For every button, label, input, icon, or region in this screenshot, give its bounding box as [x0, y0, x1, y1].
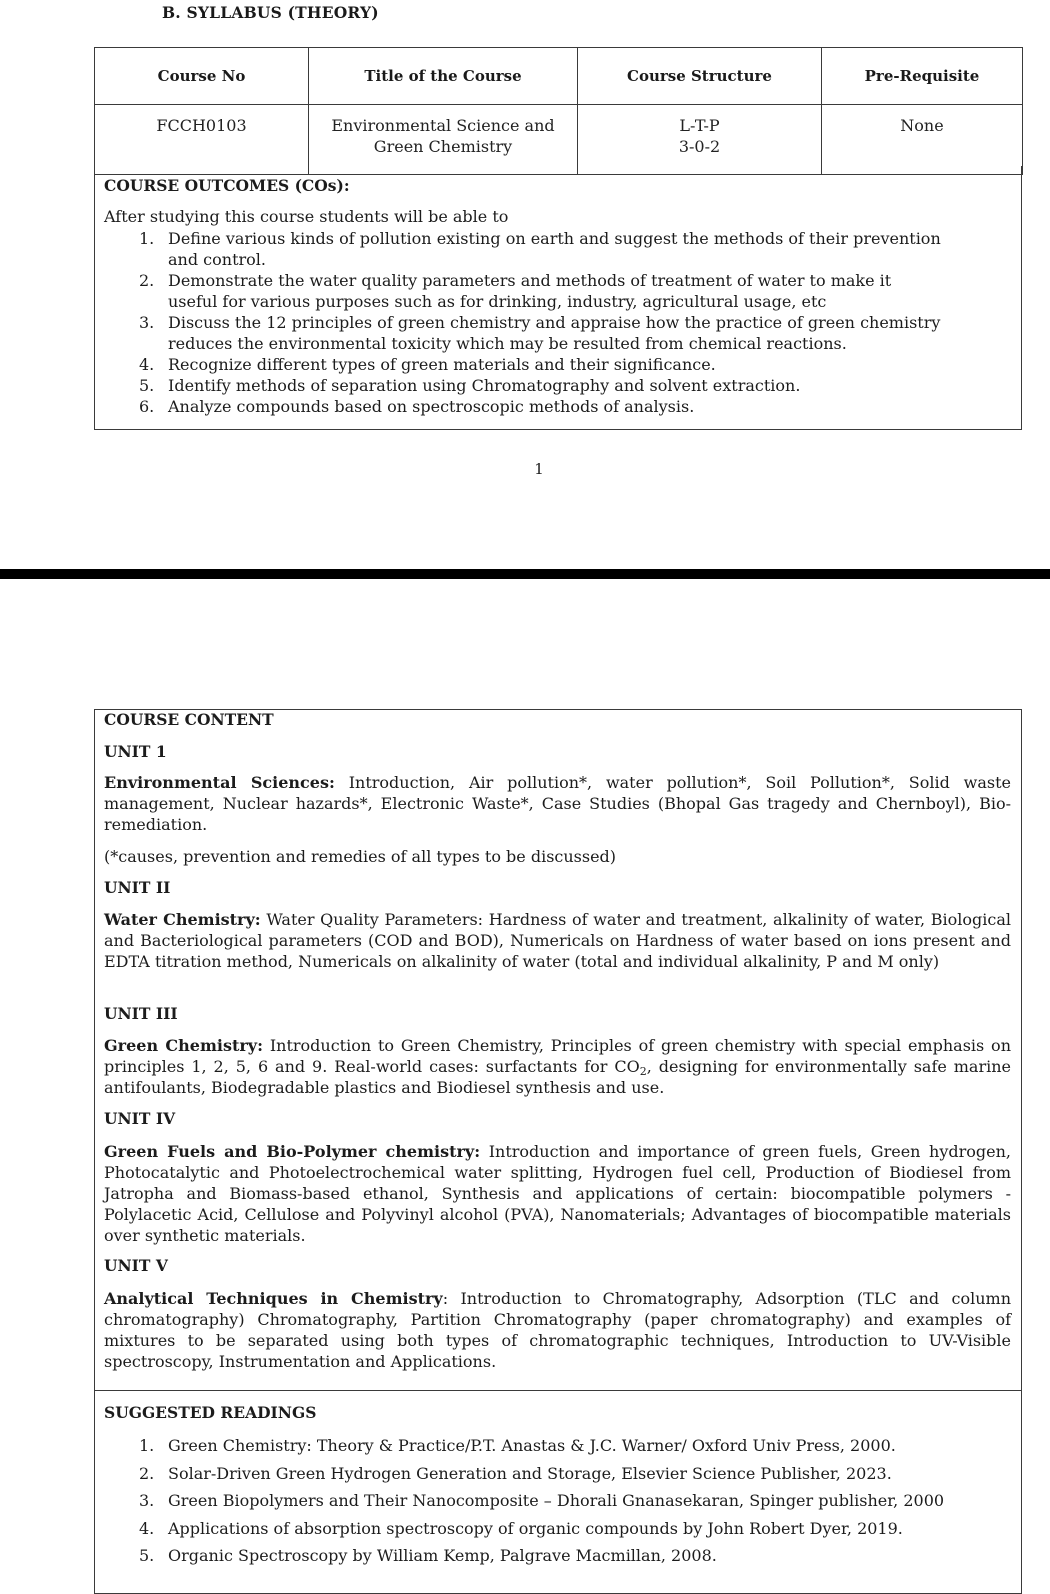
prerequisite-value: None — [900, 116, 944, 135]
unit-label: UNIT 1 — [104, 742, 167, 761]
reading-text: Green Biopolymers and Their Nanocomposite – Dhorali Gnanasekaran, Spinger publisher, 2000 — [168, 1491, 945, 1511]
outcome-text: Recognize different types of green materials and their significance. — [168, 355, 716, 374]
subscript: 2 — [639, 1065, 647, 1078]
list-number: 6. — [139, 397, 155, 416]
suggested-readings-list — [104, 1432, 1013, 1570]
suggested-readings-heading: SUGGESTED READINGS — [104, 1403, 317, 1422]
page-number: 1 — [534, 460, 544, 478]
unit-text: Water Quality Parameters: Hardness of water and treatment, alkalinity of water, Biological and Bacteriological parameters (COD and BOD), Numericals on Hardness of water based on ions present and EDTA titration method, Numericals on alkalinity of water (total and individual alkalinity, P and M only) — [104, 910, 1011, 971]
course-info-table — [94, 47, 1023, 175]
list-item — [104, 354, 1013, 375]
list-item — [104, 1432, 1013, 1460]
list-item — [104, 375, 1013, 396]
outcome-text: Discuss the 12 principles of green chemistry and appraise how the practice of green chemistry — [168, 313, 941, 332]
unit-description — [104, 909, 1011, 972]
outcome-text: Analyze compounds based on spectroscopic methods of analysis. — [168, 397, 695, 416]
unit-topic: Water Chemistry: — [104, 910, 261, 929]
unit-topic: Green Fuels and Bio-Polymer chemistry: — [104, 1142, 481, 1161]
outcome-text: Identify methods of separation using Chromatography and solvent extraction. — [168, 376, 801, 395]
course-title-line: Environmental Science and — [331, 116, 555, 135]
cell-course-title — [309, 105, 578, 175]
list-item — [104, 1515, 1013, 1543]
header-prerequisite: Pre-Requisite — [822, 48, 1023, 105]
cell-course-structure — [578, 105, 822, 175]
header-course-no: Course No — [95, 48, 309, 105]
outcome-text: and control. — [168, 250, 266, 269]
list-item — [104, 228, 1013, 270]
list-item — [104, 1487, 1013, 1515]
unit-text: Introduction and importance of green fuels, Green hydrogen, Photocatalytic and Photoelectrochemical water splitting, Hydrogen fuel cell, Production of Biodiesel from Jatropha and Biomass-based ethanol, Synthesis and applications of certain: biocompatible polymers - Polylacetic Acid, Cellulose and Polyvinyl alcohol (PVA), Nanomaterials; Advantages of biocompatible materials over synthetic materials. — [104, 1142, 1011, 1245]
unit-text: Introduction, Air pollution*, water pollution*, Soil Pollution*, Solid waste management, Nuclear hazards*, Electronic Waste*, Case Studies (Bhopal Gas tragedy and Chernboyl), Bio-remediation. — [104, 773, 1012, 834]
reading-text: Solar-Driven Green Hydrogen Generation and Storage, Elsevier Science Publisher, 2023. — [168, 1463, 892, 1483]
list-number: 4. — [139, 1518, 155, 1538]
unit-description — [104, 1141, 1011, 1246]
outcome-text: Define various kinds of pollution existing on earth and suggest the methods of their prevention — [168, 229, 941, 248]
section-divider — [95, 1390, 1021, 1391]
unit-label: UNIT III — [104, 1004, 178, 1023]
list-number: 4. — [139, 355, 155, 374]
table-row — [95, 105, 1023, 175]
list-number: 2. — [139, 1463, 155, 1483]
unit-topic: Analytical Techniques in Chemistry — [104, 1289, 443, 1308]
unit-note: (*causes, prevention and remedies of all types to be discussed) — [104, 847, 617, 866]
table-header-row — [95, 48, 1023, 105]
course-outcomes-list — [104, 228, 1013, 417]
list-item — [104, 312, 1013, 354]
cell-prerequisite — [822, 105, 1023, 175]
header-course-title: Title of the Course — [309, 48, 578, 105]
list-number: 1. — [139, 229, 155, 248]
cell-course-no — [95, 105, 309, 175]
course-outcomes-box — [94, 166, 1022, 430]
unit-text: : Introduction to Chromatography, Adsorption (TLC and column chromatography) Chromatography, Partition Chromatography (paper chromatography) and examples of mixtures to be separated using both types of chromatographic techniques, Introduction to UV-Visible spectroscopy, Instrumentation and Applications. — [104, 1289, 1012, 1371]
course-no-value: FCCH0103 — [156, 116, 247, 135]
unit-description — [104, 772, 1011, 835]
reading-text: Organic Spectroscopy by William Kemp, Palgrave Macmillan, 2008. — [168, 1546, 717, 1566]
list-item — [104, 1460, 1013, 1488]
list-number: 5. — [139, 376, 155, 395]
unit-topic: Environmental Sciences: — [104, 773, 335, 792]
list-item — [104, 396, 1013, 417]
unit-topic: Green Chemistry: — [104, 1036, 263, 1055]
list-number: 5. — [139, 1546, 155, 1566]
unit-label: UNIT II — [104, 878, 171, 897]
outcome-text: reduces the environmental toxicity which may be resulted from chemical reactions. — [168, 334, 847, 353]
list-number: 3. — [139, 313, 155, 332]
course-content-heading: COURSE CONTENT — [104, 710, 274, 729]
unit-label: UNIT IV — [104, 1109, 176, 1128]
list-item — [104, 270, 1013, 312]
reading-text: Applications of absorption spectroscopy of organic compounds by John Robert Dyer, 2019. — [168, 1518, 903, 1538]
unit-text: , designing for environmentally safe marine antifoulants, Biodegradable plastics and Biodiesel synthesis and use. — [104, 1057, 1012, 1097]
header-course-structure: Course Structure — [578, 48, 822, 105]
structure-value: 3-0-2 — [678, 137, 721, 156]
page-break-divider — [0, 569, 1050, 579]
course-outcomes-intro: After studying this course students will be able to — [104, 207, 509, 226]
list-number: 2. — [139, 271, 155, 290]
reading-text: Green Chemistry: Theory & Practice/P.T. Anastas & J.C. Warner/ Oxford Univ Press, 2000. — [168, 1436, 896, 1455]
unit-description — [104, 1288, 1011, 1372]
list-number: 1. — [139, 1436, 155, 1455]
course-outcomes-heading: COURSE OUTCOMES (COs): — [104, 176, 350, 195]
list-number: 3. — [139, 1491, 155, 1511]
unit-text: Introduction to Green Chemistry, Principles of green chemistry with special emphasis on principles 1, 2, 5, 6 and 9. Real-world cases: surfactants for CO — [104, 1036, 1011, 1076]
outcome-text: Demonstrate the water quality parameters and methods of treatment of water to make it — [168, 271, 892, 290]
unit-description — [104, 1035, 1011, 1098]
unit-label: UNIT V — [104, 1256, 168, 1275]
outcome-text: useful for various purposes such as for drinking, industry, agricultural usage, etc — [168, 292, 827, 311]
structure-label: L-T-P — [679, 116, 720, 135]
list-item — [104, 1542, 1013, 1570]
course-title-line: Green Chemistry — [373, 137, 513, 156]
course-content-box — [94, 709, 1022, 1594]
section-title: B. SYLLABUS (THEORY) — [162, 3, 379, 22]
